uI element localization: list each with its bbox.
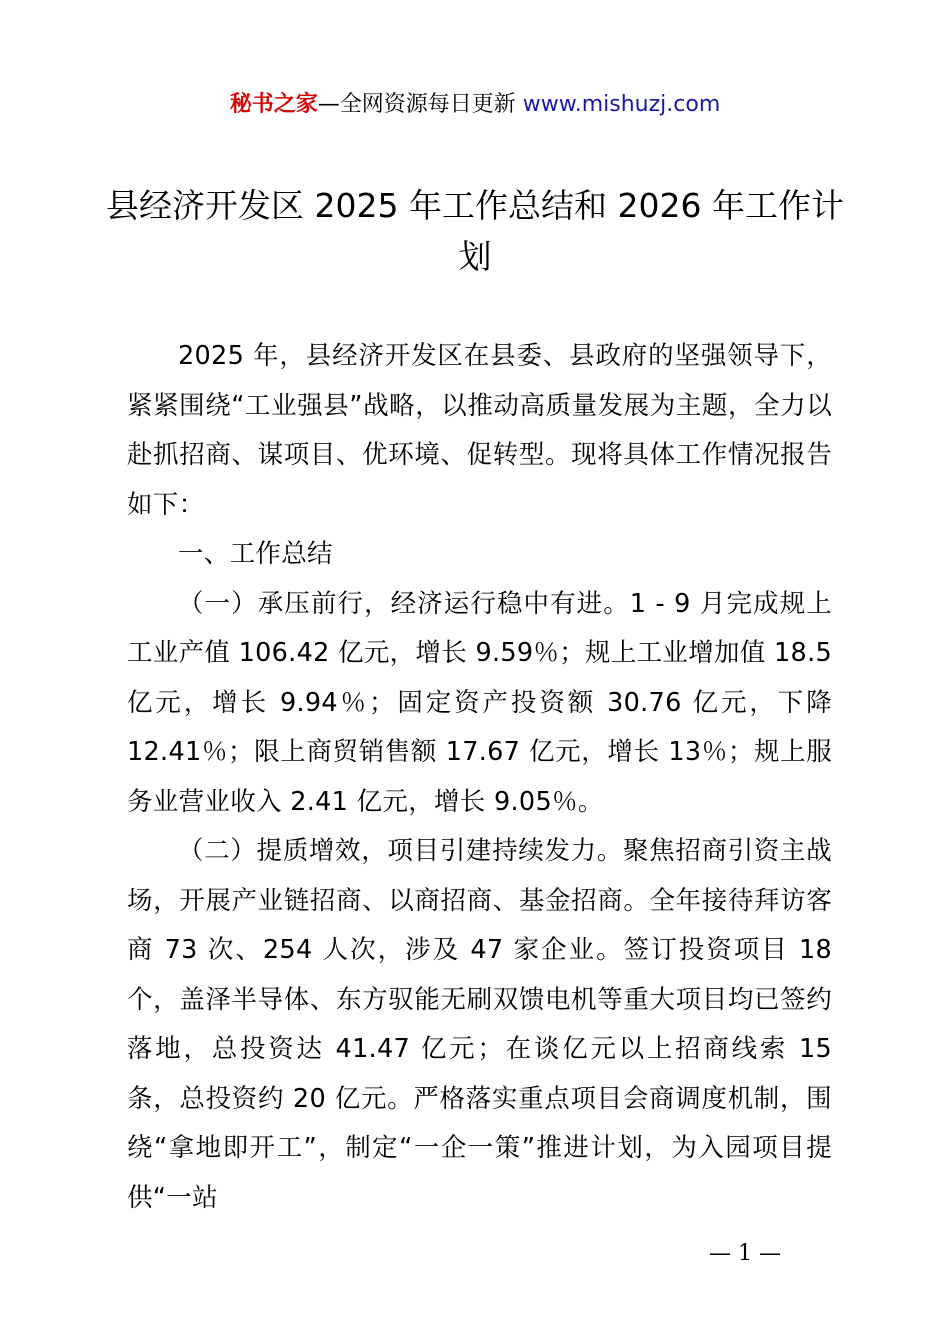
site-brand: 秘书之家 (229, 92, 318, 117)
site-tagline: —全网资源每日更新 (317, 92, 523, 117)
document-title: 县经济开发区 2025 年工作总结和 2026 年工作计划 (106, 186, 844, 276)
intro-paragraph: 2025 年，县经济开发区在县委、县政府的坚强领导下，紧紧围绕“工业强县”战略，以推动高质量发展为主题，全力以赴抓招商、谋项目、优环境、促转型。现将具体工作情况报告如下： (127, 341, 832, 520)
projects-paragraph: （二）提质增效，项目引建持续发力。聚焦招商引资主战场，开展产业链招商、以商招商、基金招商。全年接待拜访客商 73 次、254 人次，涉及 47 家企业。签订投资项目 18 个，盖泽半导体、东方驭能无刷双馈电机等重大项目均已签约落地，总投资达 41.47 亿元；在谈亿元以上招商线索 15 条，总投资约 20 亿元。严格落实重点项目会商调度机制，围绕“拿地即开工”，制定“一企一策”推进计划，为入园项目提供“一站 (127, 836, 832, 1213)
document-body (127, 332, 832, 1223)
page-number: — 1 — (709, 1241, 781, 1266)
site-header (0, 88, 950, 122)
section-heading: 一、工作总结 (178, 539, 333, 569)
economy-paragraph: （一）承压前行，经济运行稳中有进。1 - 9 月完成规上工业产值 106.42 亿元，增长 9.59％；规上工业增加值 18.5 亿元，增长 9.94％；固定资产投资额 30.76 亿元，下降 12.41％；限上商贸销售额 17.67 亿元，增长 13％；规上服务业营业收入 2.41 亿元，增长 9.05％。 (127, 588, 833, 817)
site-url-link[interactable]: www.mishuzj.com (522, 92, 721, 117)
